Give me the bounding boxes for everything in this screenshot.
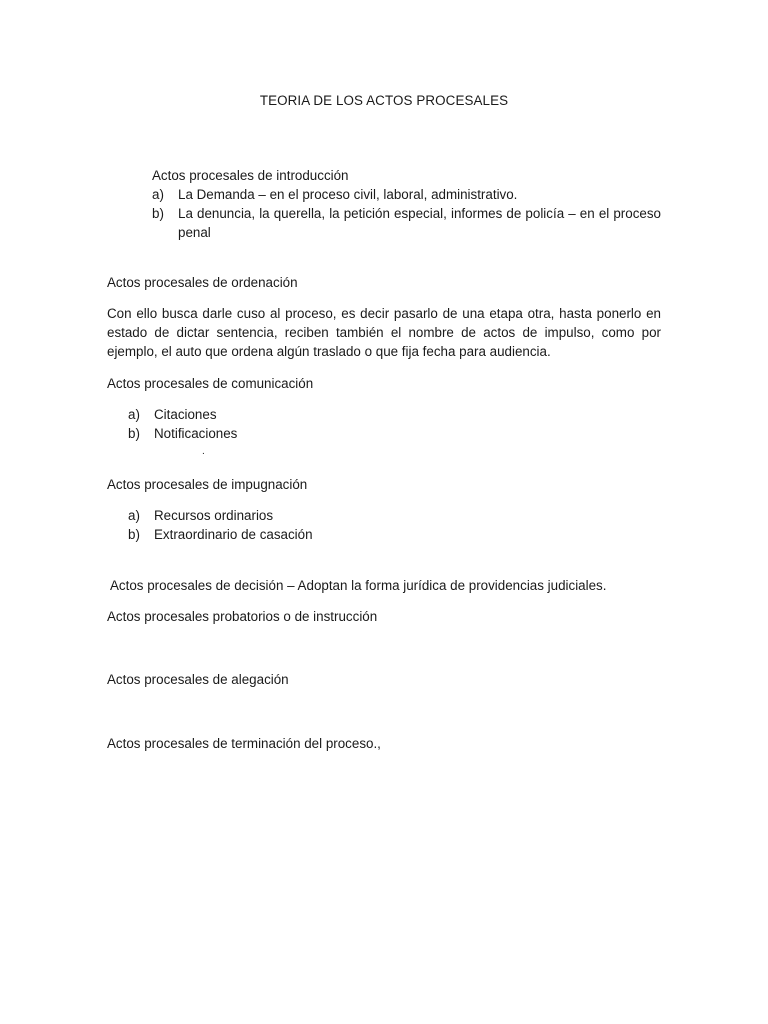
list-item-text: La denuncia, la querella, la petición especial, informes de policía – en el proceso penal [178, 206, 661, 240]
list-item-text: Notificaciones [154, 426, 238, 441]
stray-dot: . [202, 446, 205, 457]
list-item [128, 506, 428, 525]
document-title: TEORIA DE LOS ACTOS PROCESALES [259, 93, 509, 108]
list-item [152, 185, 661, 204]
list-item-text: Citaciones [154, 407, 217, 422]
decision-line: Actos procesales de decisión – Adoptan la forma jurídica de providencias judiciales. [107, 578, 607, 593]
alegacion-heading: Actos procesales de alegación [107, 672, 289, 687]
list-marker: a) [128, 407, 140, 422]
list-item-text: La Demanda – en el proceso civil, laboral, administrativo. [178, 187, 518, 202]
ordenacion-heading: Actos procesales de ordenación [107, 275, 298, 290]
list-item [128, 424, 428, 443]
list-marker: b) [152, 206, 164, 221]
comunicacion-heading: Actos procesales de comunicación [107, 376, 314, 391]
list-item-text: Extraordinario de casación [154, 527, 313, 542]
impugnacion-list [128, 506, 428, 544]
ordenacion-paragraph: Con ello busca darle cuso al proceso, es decir pasarlo de una etapa otra, hasta ponerlo en estado de dictar sentencia, reciben también el nombre de actos de impulso, como por ejemplo, el auto que ordena algún traslado o que fija fecha para audiencia. [107, 306, 661, 359]
list-marker: a) [152, 187, 164, 202]
list-marker: a) [128, 508, 140, 523]
impugnacion-heading: Actos procesales de impugnación [107, 477, 308, 492]
list-item [128, 405, 428, 424]
list-marker: b) [128, 527, 140, 542]
list-marker: b) [128, 426, 140, 441]
list-item [152, 204, 661, 242]
list-item [128, 525, 428, 544]
intro-heading: Actos procesales de introducción [152, 168, 349, 183]
comunicacion-list [128, 405, 428, 443]
list-item-text: Recursos ordinarios [154, 508, 274, 523]
probatorios-heading: Actos procesales probatorios o de instrucción [107, 609, 378, 624]
intro-list [152, 185, 661, 242]
terminacion-heading: Actos procesales de terminación del proceso., [107, 736, 381, 751]
